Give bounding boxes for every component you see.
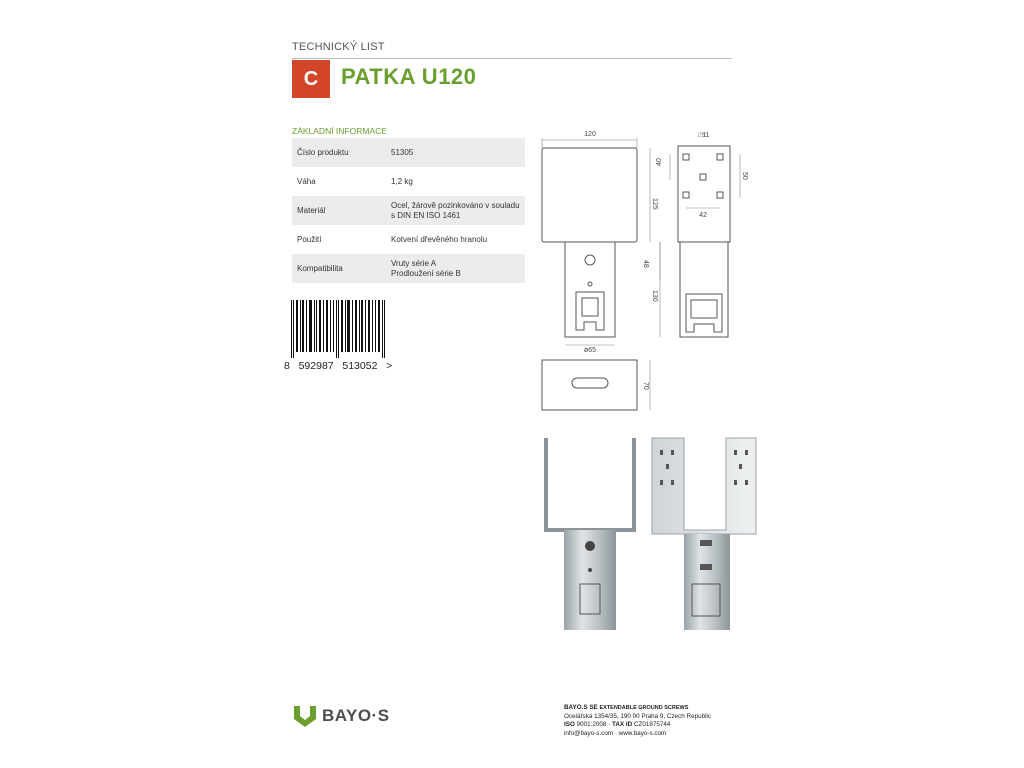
tax-value: CZ01875744 — [633, 721, 671, 728]
tax-label: TAX ID — [612, 721, 633, 728]
dim-hole-sq: □11 — [698, 132, 710, 139]
spec-table — [292, 138, 525, 283]
company-address: Ocelářská 1354/35, 190 00 Praha 9, Czech Republic — [564, 712, 712, 720]
spec-label: Kompatibilita — [292, 254, 387, 283]
spec-value: Ocel, žárově pozinkováno v souladu s DIN EN ISO 1461 — [387, 196, 525, 225]
dim-height-top: 125 — [651, 198, 658, 210]
front-view-plate — [542, 148, 637, 242]
spec-value: Kotvení dřevěného hranolu — [391, 234, 488, 244]
spec-row — [292, 167, 525, 196]
bayo-s-logo-icon — [292, 704, 318, 728]
side-view-tube — [680, 242, 728, 337]
company-certs: ISO 9001:2008 · TAX ID CZ01875744 — [564, 721, 671, 728]
product-title: PATKA U120 — [341, 64, 477, 89]
logo-text: BAYO·S — [322, 706, 390, 725]
iso-label: ISO — [564, 721, 575, 728]
dim-42: 42 — [699, 212, 707, 219]
company-name: BAYO.S SE — [564, 704, 598, 711]
company-heading — [564, 704, 711, 713]
plan-view-plate — [542, 360, 637, 410]
barcode-digits: 8 592987 513052 > — [284, 360, 393, 372]
front-view-tube — [565, 242, 615, 337]
dim-height-48: 48 — [642, 260, 649, 268]
company-logo — [292, 704, 390, 728]
dim-width-top: 120 — [584, 131, 596, 138]
spec-label: Číslo produktu — [292, 138, 387, 167]
company-info — [564, 704, 711, 738]
technical-drawing — [520, 120, 770, 420]
spec-label: Použití — [297, 235, 322, 244]
product-photos — [530, 434, 770, 634]
product-render-front — [546, 438, 634, 630]
spec-value: 1,2 kg — [391, 176, 413, 186]
spec-value: Vruty série A Prodloužení série B — [387, 254, 525, 283]
dim-tube-dia: ø65 — [583, 347, 597, 354]
spec-row — [292, 225, 525, 254]
header-divider — [292, 58, 732, 59]
spec-row — [292, 196, 525, 225]
company-contact: info@bayo-s.com · www.bayo-s.com — [564, 729, 667, 737]
dim-50: 50 — [741, 172, 748, 180]
section-title-basic-info: ZÁKLADNÍ INFORMACE — [292, 126, 387, 136]
dim-40: 40 — [656, 158, 663, 166]
doc-type-label: TECHNICKÝ LIST — [292, 41, 385, 53]
spec-label: Materiál — [292, 196, 387, 225]
spec-row — [292, 254, 525, 283]
category-badge: C — [292, 60, 330, 98]
company-tagline: EXTENDABLE GROUND SCREWS — [599, 705, 689, 711]
spec-row — [292, 138, 525, 167]
product-render-side — [652, 438, 756, 630]
spec-value: 51305 — [387, 138, 525, 167]
barcode-image — [290, 300, 390, 360]
dim-height-130: 130 — [651, 290, 658, 302]
dim-plan-70: 70 — [642, 382, 649, 390]
iso-value: 9001:2008 — [576, 721, 607, 728]
spec-label: Váha — [297, 177, 316, 186]
